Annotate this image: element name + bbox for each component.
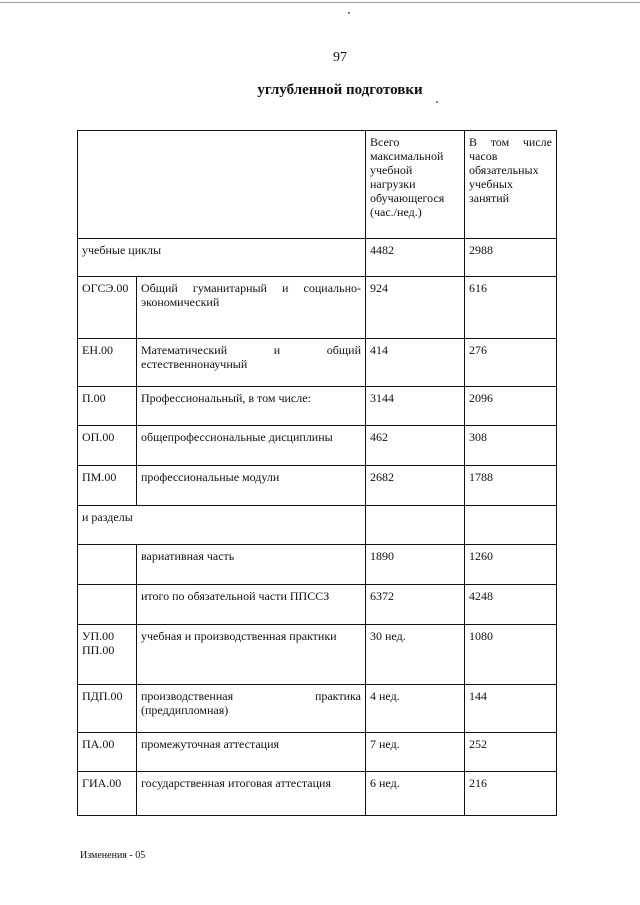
row-span-label: учебные циклы (78, 239, 366, 277)
row-required: 308 (465, 426, 557, 466)
row-total: 4 нед. (366, 685, 465, 733)
row-name: общепрофессиональные дисциплины (137, 426, 366, 466)
header-empty-cell (78, 131, 366, 239)
row-total: 30 нед. (366, 625, 465, 685)
row-required: 2096 (465, 387, 557, 426)
row-name: государственная итоговая аттестация (137, 772, 366, 816)
table-row (78, 685, 557, 733)
row-required (465, 506, 557, 545)
row-total: 4482 (366, 239, 465, 277)
table-header-row (78, 131, 557, 239)
header-required-hours (465, 131, 557, 239)
row-code (78, 585, 137, 625)
row-required: 252 (465, 733, 557, 772)
row-name: производственная практика (преддипломная) (137, 685, 366, 733)
row-code: ПДП.00 (78, 685, 137, 733)
row-required: 216 (465, 772, 557, 816)
row-code: ГИА.00 (78, 772, 137, 816)
header-total-load: Всего максимальной учебной нагрузки обучающегося (час./нед.) (366, 131, 465, 239)
row-code: ОП.00 (78, 426, 137, 466)
row-code: ЕН.00 (78, 339, 137, 387)
table-row (78, 772, 557, 816)
row-total: 414 (366, 339, 465, 387)
row-required: 1260 (465, 545, 557, 585)
top-edge-line (0, 2, 640, 3)
row-total: 2682 (366, 466, 465, 506)
header-required-rest: часов обязательных учебных занятий (469, 149, 539, 205)
row-name: вариативная часть (137, 545, 366, 585)
table-row (78, 239, 557, 277)
page-number: 97 (333, 50, 347, 65)
row-total: 7 нед. (366, 733, 465, 772)
table-row (78, 585, 557, 625)
row-code: ПА.00 (78, 733, 137, 772)
row-code: ОГСЭ.00 (78, 277, 137, 339)
header-required-line1: В том числе (469, 135, 552, 149)
row-name: Общий гуманитарный и социально-экономический (137, 277, 366, 339)
table-row (78, 545, 557, 585)
row-code-line2: ПП.00 (82, 643, 115, 657)
scan-speck (348, 12, 350, 14)
row-name: промежуточная аттестация (137, 733, 366, 772)
row-name: итого по обязательной части ППССЗ (137, 585, 366, 625)
row-code (78, 625, 137, 685)
table-row (78, 506, 557, 545)
row-total: 6372 (366, 585, 465, 625)
row-required: 276 (465, 339, 557, 387)
scan-speck (436, 101, 438, 103)
table-row (78, 426, 557, 466)
row-total: 6 нед. (366, 772, 465, 816)
row-name: Математический и общий естественнонаучный (137, 339, 366, 387)
row-total: 3144 (366, 387, 465, 426)
table-row (78, 387, 557, 426)
row-required: 144 (465, 685, 557, 733)
row-total: 924 (366, 277, 465, 339)
row-total: 1890 (366, 545, 465, 585)
revision-footer: Изменения - 05 (80, 850, 146, 861)
page-heading: углубленной подготовки (257, 82, 423, 98)
row-code (78, 545, 137, 585)
row-name: профессиональные модули (137, 466, 366, 506)
row-required: 4248 (465, 585, 557, 625)
table-row (78, 277, 557, 339)
row-required: 2988 (465, 239, 557, 277)
row-code: П.00 (78, 387, 137, 426)
row-span-label: и разделы (78, 506, 366, 545)
row-required: 616 (465, 277, 557, 339)
row-required: 1788 (465, 466, 557, 506)
table-row (78, 625, 557, 685)
table-row (78, 466, 557, 506)
row-name: учебная и производственная практики (137, 625, 366, 685)
table-row (78, 733, 557, 772)
row-required: 1080 (465, 625, 557, 685)
row-total (366, 506, 465, 545)
row-total: 462 (366, 426, 465, 466)
row-code: ПМ.00 (78, 466, 137, 506)
row-name: Профессиональный, в том числе: (137, 387, 366, 426)
table-row (78, 339, 557, 387)
row-code-line1: УП.00 (82, 629, 115, 643)
curriculum-table (77, 130, 557, 816)
